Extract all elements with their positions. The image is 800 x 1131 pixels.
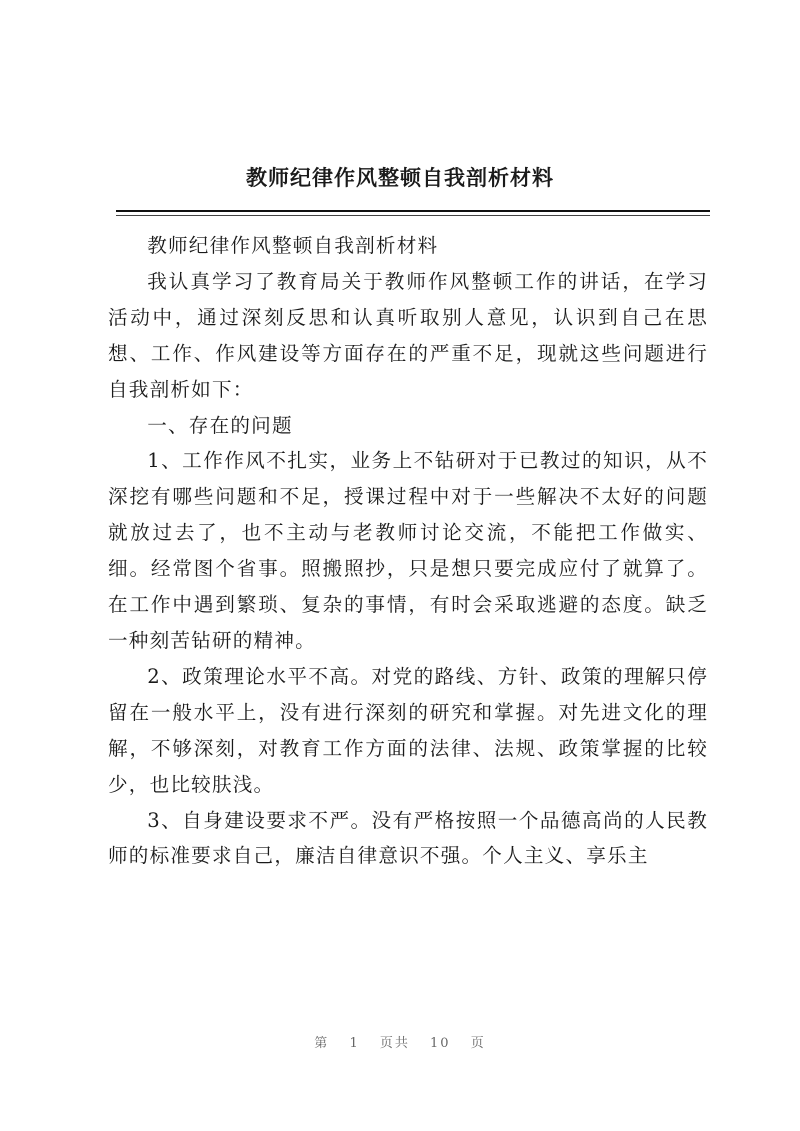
section-heading: 一、存在的问题 — [147, 413, 293, 437]
body-paragraph: 教师纪律作风整顿自我剖析材料 — [147, 234, 439, 257]
document-body — [108, 228, 708, 874]
title-underline-thin — [116, 215, 710, 216]
body-paragraph: 2、政策理论水平不高。对党的路线、方针、政策的理解只停留在一般水平上，没有进行深刻的研究和掌握。对先进文化的理解，不够深刻，对教育工作方面的法律、法规、政策掌握的比较少，也比较肤浅。 — [108, 664, 708, 796]
footer-middle: 页共 — [379, 1036, 410, 1051]
document-title: 教师纪律作风整顿自我剖析材料 — [246, 165, 554, 190]
footer-prefix: 第 — [314, 1036, 330, 1051]
footer-current-page: 1 — [349, 1036, 360, 1051]
body-paragraph: 3、自身建设要求不严。没有严格按照一个品德高尚的人民教师的标准要求自己，廉洁自律意识不强。个人主义、享乐主 — [108, 808, 708, 868]
page-footer — [0, 1032, 800, 1051]
body-paragraph: 1、工作作风不扎实，业务上不钻研对于已教过的知识，从不深挖有哪些问题和不足，授课过程中对于一些解决不太好的问题就放过去了，也不主动与老教师讨论交流，不能把工作做实、细。经常图个省事。照搬照抄，只是想只要完成应付了就算了。在工作中遇到繁琐、复杂的事情，有时会采取逃避的态度。缺乏一种刻苦钻研的精神。 — [108, 449, 708, 652]
title-underline — [116, 210, 710, 212]
body-paragraph: 我认真学习了教育局关于教师作风整顿工作的讲话，在学习活动中，通过深刻反思和认真听取别人意见，认识到自己在思想、工作、作风建设等方面存在的严重不足，现就这些问题进行自我剖析如下： — [108, 269, 708, 401]
footer-total-pages: 10 — [430, 1036, 451, 1051]
footer-suffix: 页 — [470, 1036, 486, 1051]
